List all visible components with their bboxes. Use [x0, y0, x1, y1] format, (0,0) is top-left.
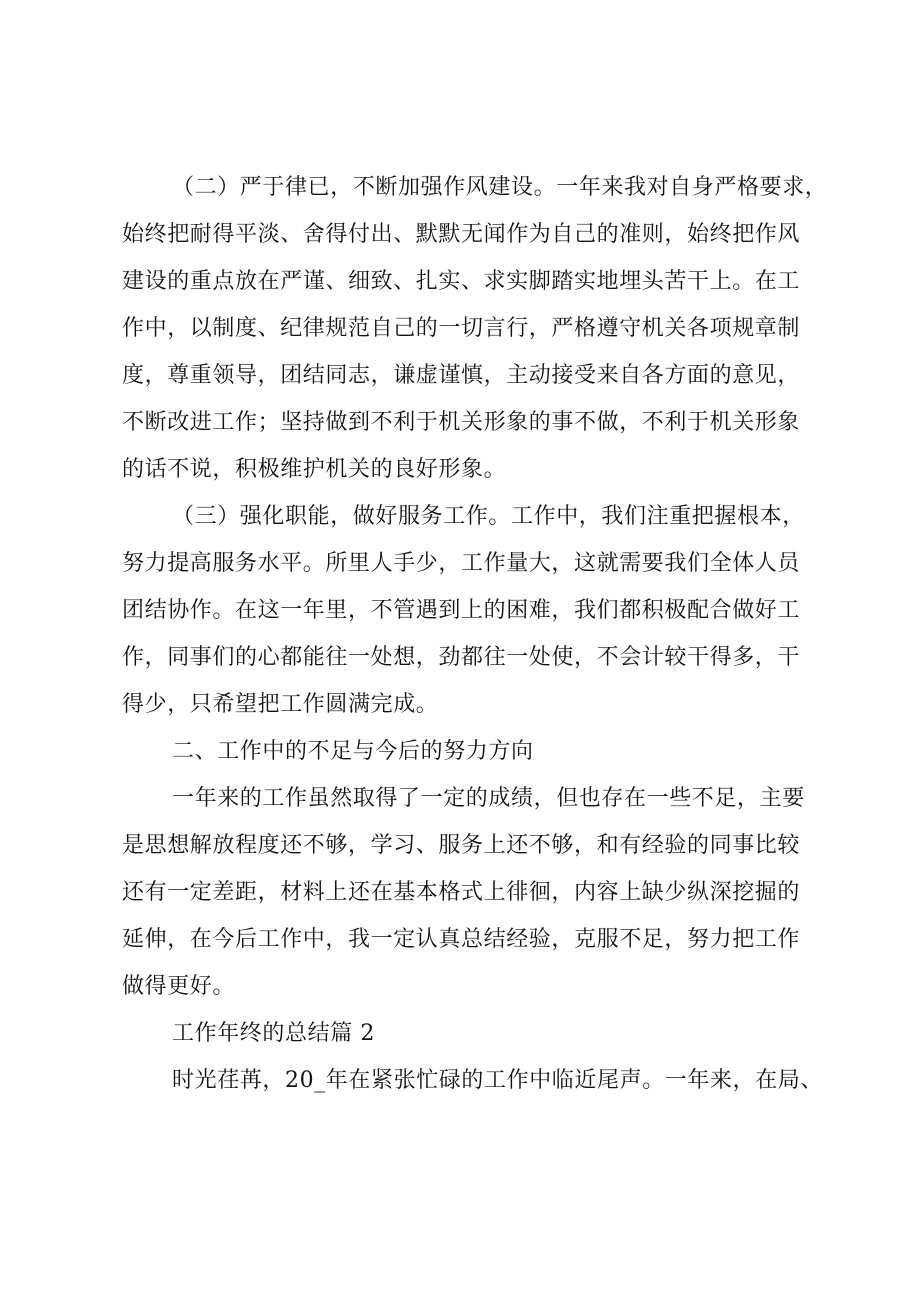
- paragraph-1-line-3: 建设的重点放在严谨、细致、扎实、求实脚踏实地埋头苦干上。在工: [122, 269, 801, 294]
- paragraph-2-line-2: 努力提高服务水平。所里人手少，工作量大，这就需要我们全体人员: [122, 551, 801, 576]
- paragraph-1-line-4: 作中，以制度、纪律规范自己的一切言行，严格遵守机关各项规章制: [122, 316, 801, 341]
- paragraph-2-line-1: （三）强化职能，做好服务工作。工作中，我们注重把握根本，: [172, 504, 805, 529]
- paragraph-1-line-6: 不断改进工作；坚持做到不利于机关形象的事不做，不利于机关形象: [122, 410, 801, 435]
- paragraph-1-line-2: 始终把耐得平淡、舍得付出、默默无闻作为自己的准则，始终把作风: [122, 222, 801, 247]
- paragraph-3-line-5: 做得更好。: [122, 974, 236, 999]
- paragraph-1-line-5: 度，尊重领导，团结同志，谦虚谨慎，主动接受来自各方面的意见，: [122, 363, 801, 388]
- paragraph-2-line-3: 团结协作。在这一年里，不管遇到上的困难，我们都积极配合做好工: [122, 598, 801, 623]
- section-heading: 二、工作中的不足与今后的努力方向: [172, 739, 534, 764]
- paragraph-1-line-1: （二）严于律已，不断加强作风建设。一年来我对自身严格要求，: [172, 175, 828, 200]
- article-title: 工作年终的总结篇 2: [172, 1021, 375, 1046]
- paragraph-4-line-1: 时光荏苒，20_年在紧张忙碌的工作中临近尾声。一年来，在局、: [172, 1068, 823, 1093]
- paragraph-2-line-5: 得少，只希望把工作圆满完成。: [122, 692, 439, 717]
- paragraph-2-line-4: 作，同事们的心都能往一处想，劲都往一处使，不会计较干得多，干: [122, 645, 801, 670]
- paragraph-3-line-2: 是思想解放程度还不够，学习、服务上还不够，和有经验的同事比较: [122, 833, 801, 858]
- paragraph-3-line-3: 还有一定差距，材料上还在基本格式上徘徊，内容上缺少纵深挖掘的: [122, 880, 801, 905]
- paragraph-3-line-1: 一年来的工作虽然取得了一定的成绩，但也存在一些不足，主要: [172, 786, 805, 811]
- paragraph-3-line-4: 延伸，在今后工作中，我一定认真总结经验，克服不足，努力把工作: [122, 927, 801, 952]
- paragraph-1-line-7: 的话不说，积极维护机关的良好形象。: [122, 457, 507, 482]
